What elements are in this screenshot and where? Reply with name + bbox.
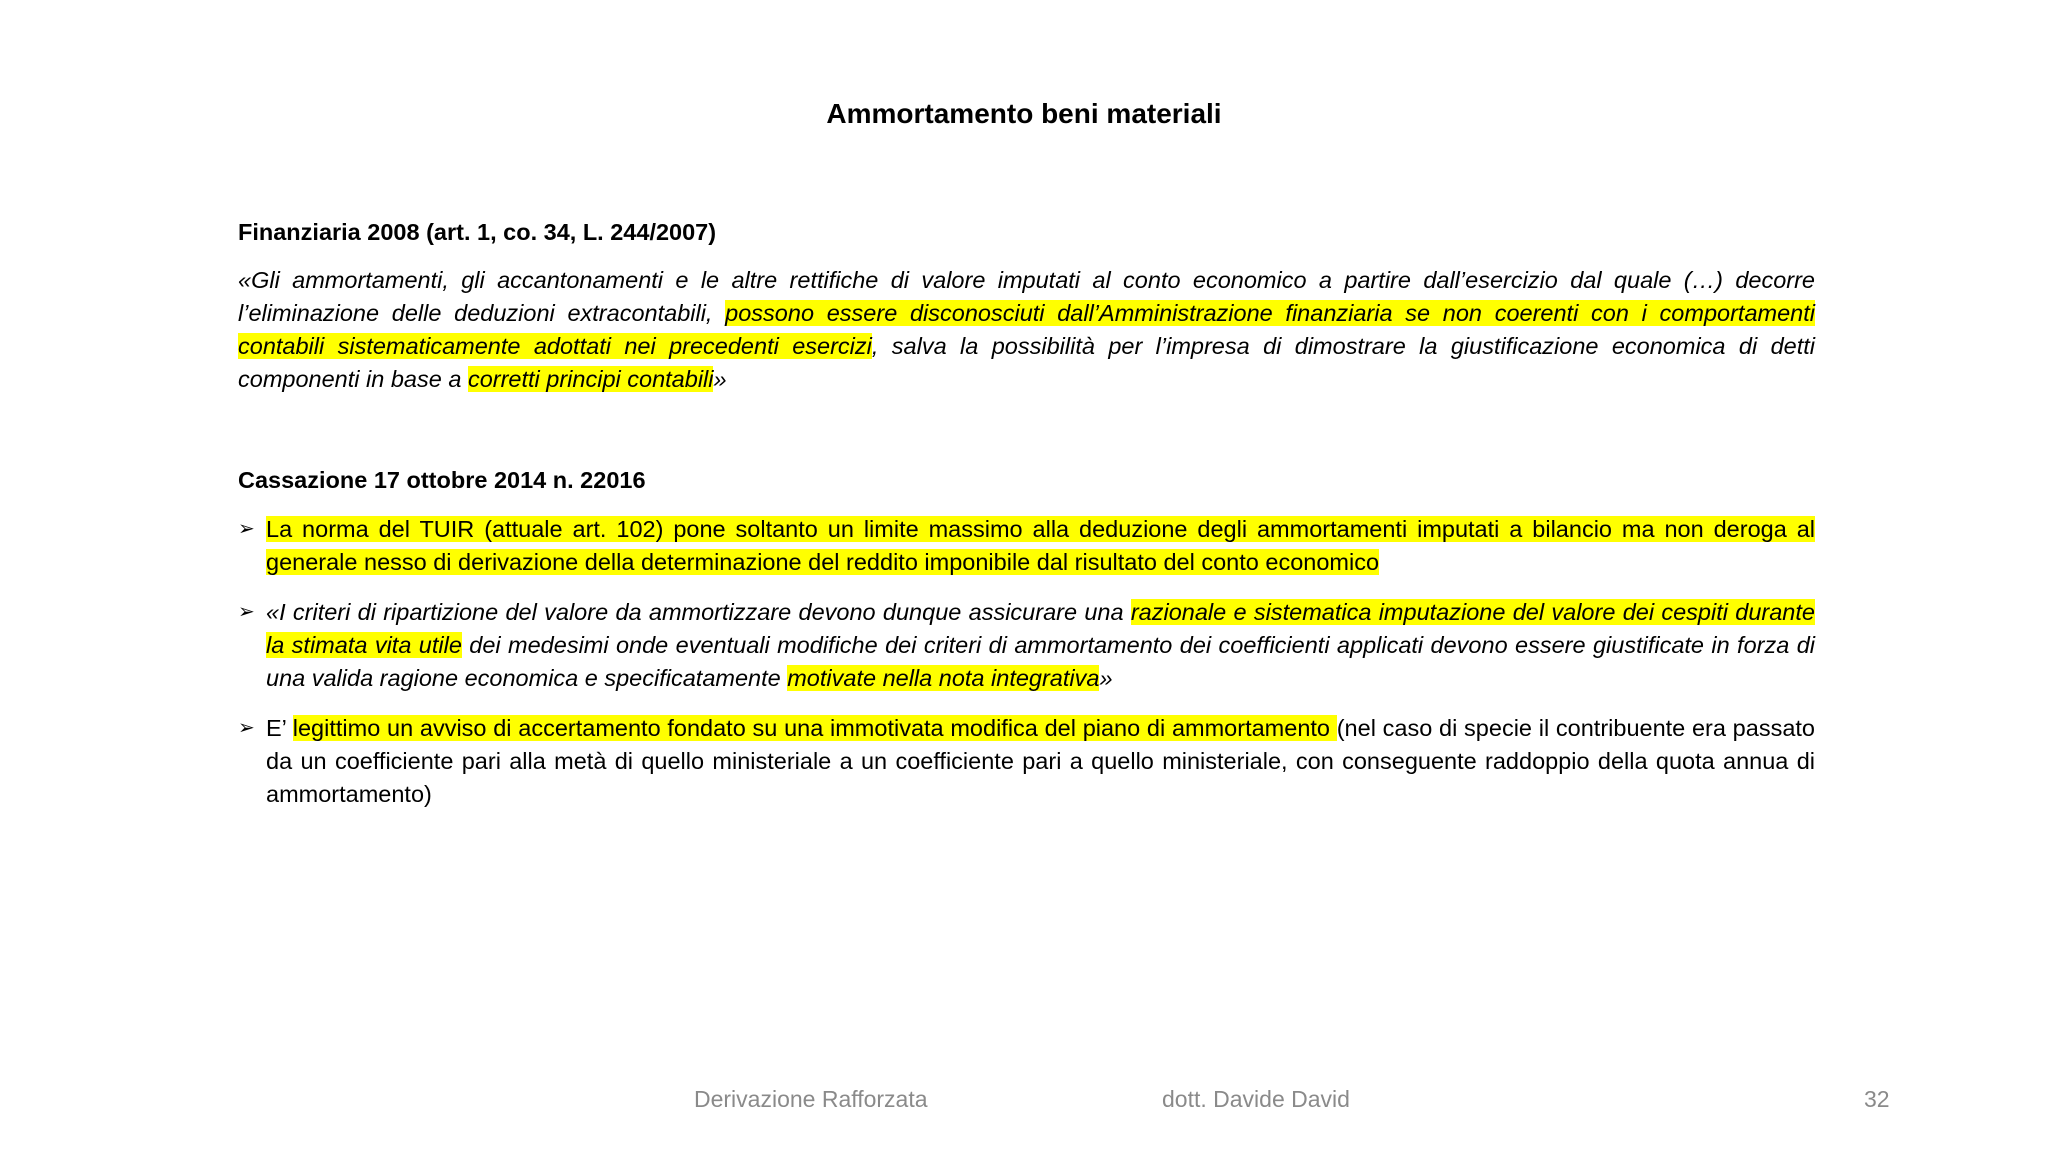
highlighted-text: La norma del TUIR (attuale art. 102) pone soltanto un limite massimo alla deduzione degli ammortamenti imputati a bilancio ma non deroga al generale nesso di derivazione della determinazione del reddito imponibile dal risultato del conto economico	[266, 516, 1815, 575]
section-cassazione	[238, 464, 1815, 811]
bullet-text: dei medesimi onde eventuali modifiche dei criteri di ammortamento dei coefficienti applicati devono essere giustificate in forza di una valida ragione economica e specificatamente	[266, 632, 1815, 691]
section-heading: Finanziaria 2008 (art. 1, co. 34, L. 244/2007)	[238, 219, 717, 245]
highlighted-text: legittimo un avviso di accertamento fondato su una immotivata modifica del piano di ammortamento	[292, 715, 1337, 741]
bullet-text: »	[1099, 665, 1113, 691]
slide-title: Ammortamento beni materiali	[826, 98, 1222, 129]
section-heading: Cassazione 17 ottobre 2014 n. 22016	[238, 467, 646, 493]
page-number: 32	[1864, 1086, 1890, 1112]
arrow-bullet-icon: ➢	[238, 518, 255, 540]
arrow-bullet-icon: ➢	[238, 717, 255, 739]
footer-left: Derivazione Rafforzata	[694, 1086, 928, 1112]
quote-text: «Gli ammortamenti, gli accantonamenti e le altre rettifiche di valore imputati al conto economico a partire dall’esercizio dal quale (…) decorre l’eliminazione delle deduzioni extracontabili,	[238, 267, 1815, 326]
quote-text: , salva la possibilità per l’impresa di dimostrare la giustificazione economica di detti componenti in base a	[238, 333, 1815, 392]
highlighted-text: corretti principi contabili	[467, 366, 714, 392]
bullet-text: E’	[266, 715, 293, 741]
highlighted-text: motivate nella nota integrativa	[787, 665, 1100, 691]
highlighted-text: razionale e sistematica imputazione del valore dei cespiti durante la stimata vita utile	[266, 599, 1815, 658]
quote-text: »	[713, 366, 727, 392]
bullet-item	[238, 596, 1815, 695]
quote-paragraph	[238, 264, 1815, 396]
bullet-item	[238, 712, 1815, 811]
footer-author: dott. Davide David	[1162, 1086, 1350, 1112]
bullet-text: (nel caso di specie il contribuente era passato da un coefficiente pari alla metà di quello ministeriale a un coefficiente pari a quello ministeriale, con conseguente raddoppio della quota annua di ammortamento)	[266, 715, 1815, 807]
highlighted-text: possono essere disconosciuti dall’Amministrazione finanziaria se non coerenti con i comportamenti contabili sistematicamente adottati nei precedenti esercizi	[238, 300, 1815, 359]
arrow-bullet-icon: ➢	[238, 601, 255, 623]
section-finanziaria	[238, 216, 1815, 396]
bullet-item	[238, 513, 1815, 579]
bullet-text: «I criteri di ripartizione del valore da ammortizzare devono dunque assicurare una	[266, 599, 1131, 625]
